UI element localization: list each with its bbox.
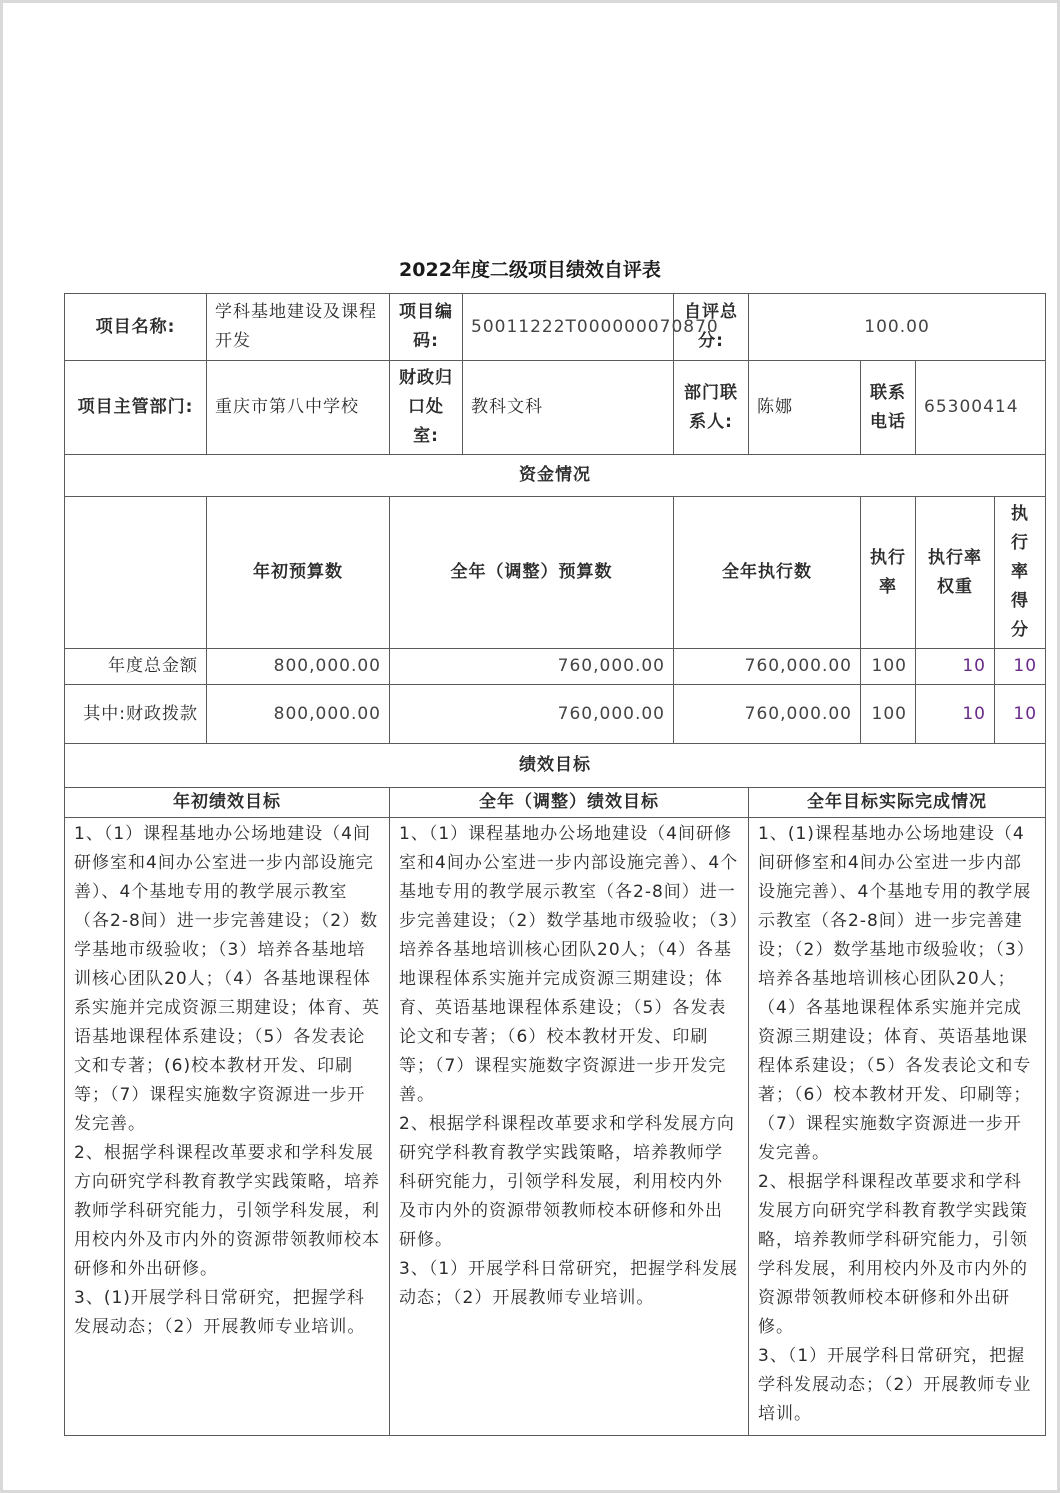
funds-row-label: 年度总金额 <box>65 649 207 685</box>
project-info-row <box>65 294 1046 361</box>
funds-header-row <box>65 497 1046 649</box>
funds-cell-score: 10 <box>995 649 1046 685</box>
funds-row-fiscal <box>65 685 1046 744</box>
score-label: 自评总分: <box>674 294 749 361</box>
project-name-label: 项目名称: <box>65 294 207 361</box>
goals-section-row <box>65 744 1046 788</box>
department-value: 重庆市第八中学校 <box>207 361 390 455</box>
goals-header-adjusted: 全年（调整）绩效目标 <box>390 788 749 818</box>
funds-header-exec-rate: 执行率 <box>861 497 916 649</box>
department-row <box>65 361 1046 455</box>
goals-adjusted-cell <box>390 818 749 1436</box>
funds-cell-executed: 760,000.00 <box>674 649 861 685</box>
goal-paragraph: 1、（1）课程基地办公场地建设（4间研修室和4间办公室进一步内部设施完善）、4个基地专用的教学展示教室（各2-8间）进一步完善建设；（2）数学基地市级验收；（3）培养各基地培训核心团队20人；（4）各基地课程体系实施并完成资源三期建设；体育、英语基地课程体系建设；（5）各发表论文和专著；（6）校本教材开发、印刷等；（7）课程实施数字资源进一步开发完善。 <box>399 824 740 1105</box>
goals-header-row <box>65 788 1046 818</box>
goal-paragraph: 3、(1)开展学科日常研究，把握学科发展动态；（2）开展教师专业培训。 <box>74 1288 366 1337</box>
funds-cell-score: 10 <box>995 685 1046 744</box>
goals-header-actual: 全年目标实际完成情况 <box>749 788 1046 818</box>
phone-value: 65300414 <box>916 361 1046 455</box>
goals-initial-cell <box>65 818 390 1436</box>
project-code-label: 项目编码: <box>390 294 463 361</box>
funds-cell-weight: 10 <box>916 685 995 744</box>
goal-paragraph: 2、根据学科课程改革要求和学科发展方向研究学科教育教学实践策略，培养教师学科研究能力，引领学科发展，利用校内外及市内外的资源带领教师校本研修和外出研修。 <box>758 1172 1028 1337</box>
contact-value: 陈娜 <box>749 361 861 455</box>
funds-cell-initial: 800,000.00 <box>207 649 390 685</box>
project-code-value: 50011222T000000070870 <box>463 294 674 361</box>
funds-header-empty <box>65 497 207 649</box>
funds-header-weight: 执行率权重 <box>916 497 995 649</box>
project-name-value: 学科基地建设及课程开发 <box>207 294 390 361</box>
page-title: 2022年度二级项目绩效自评表 <box>399 259 661 281</box>
funds-cell-rate: 100 <box>861 649 916 685</box>
contact-label: 部门联系人: <box>674 361 749 455</box>
goal-paragraph: 2、根据学科课程改革要求和学科发展方向研究学科教育教学实践策略，培养教师学科研究能力，引领学科发展，利用校内外及市内外的资源带领教师校本研修和外出研修。 <box>399 1114 735 1250</box>
goal-paragraph: 2、根据学科课程改革要求和学科发展方向研究学科教育教学实践策略，培养教师学科研究能力，引领学科发展，利用校内外及市内外的资源带领教师校本研修和外出研修。 <box>74 1143 380 1279</box>
funds-section-title: 资金情况 <box>65 455 1046 497</box>
goals-content-row <box>65 818 1046 1436</box>
finance-office-label: 财政归口处室: <box>390 361 463 455</box>
goals-header-initial: 年初绩效目标 <box>65 788 390 818</box>
funds-cell-executed: 760,000.00 <box>674 685 861 744</box>
funds-cell-rate: 100 <box>861 685 916 744</box>
score-value: 100.00 <box>749 294 1046 361</box>
funds-header-adjusted-budget: 全年（调整）预算数 <box>390 497 674 649</box>
funds-header-executed: 全年执行数 <box>674 497 861 649</box>
goal-paragraph: 3、（1）开展学科日常研究，把握学科发展动态；（2）开展教师专业培训。 <box>758 1346 1032 1424</box>
goal-paragraph: 3、（1）开展学科日常研究，把握学科发展动态；（2）开展教师专业培训。 <box>399 1259 739 1308</box>
performance-table <box>64 293 1046 1436</box>
funds-cell-adjusted: 760,000.00 <box>390 685 674 744</box>
funds-cell-initial: 800,000.00 <box>207 685 390 744</box>
funds-section-row <box>65 455 1046 497</box>
finance-office-value: 教科文科 <box>463 361 674 455</box>
phone-label: 联系电话 <box>861 361 916 455</box>
funds-row-label: 其中:财政拨款 <box>65 685 207 744</box>
funds-row-total <box>65 649 1046 685</box>
goals-section-title: 绩效目标 <box>65 744 1046 788</box>
funds-cell-adjusted: 760,000.00 <box>390 649 674 685</box>
goal-paragraph: 1、(1)课程基地办公场地建设（4间研修室和4间办公室进一步内部设施完善）、4个基地专用的教学展示教室（各2-8间）进一步完善建设；（2）数学基地市级验收；（3）培养各基地培训核心团队20人；（4）各基地课程体系实施并完成资源三期建设；体育、英语基地课程体系建设；（5）各发表论文和专著；（6）校本教材开发、印刷等；（7）课程实施数字资源进一步开发完善。 <box>758 824 1035 1163</box>
department-label: 项目主管部门: <box>65 361 207 455</box>
funds-header-initial-budget: 年初预算数 <box>207 497 390 649</box>
funds-header-score: 执行率得分 <box>995 497 1046 649</box>
goal-paragraph: 1、（1）课程基地办公场地建设（4间研修室和4间办公室进一步内部设施完善）、4个基地专用的教学展示教室（各2-8间）进一步完善建设；（2）数学基地市级验收；（3）培养各基地培训核心团队20人；（4）各基地课程体系实施并完成资源三期建设；体育、英语基地课程体系建设；（5）各发表论文和专著；(6)校本教材开发、印刷等；（7）课程实施数字资源进一步开发完善。 <box>74 824 380 1134</box>
goals-actual-cell <box>749 818 1046 1436</box>
funds-cell-weight: 10 <box>916 649 995 685</box>
